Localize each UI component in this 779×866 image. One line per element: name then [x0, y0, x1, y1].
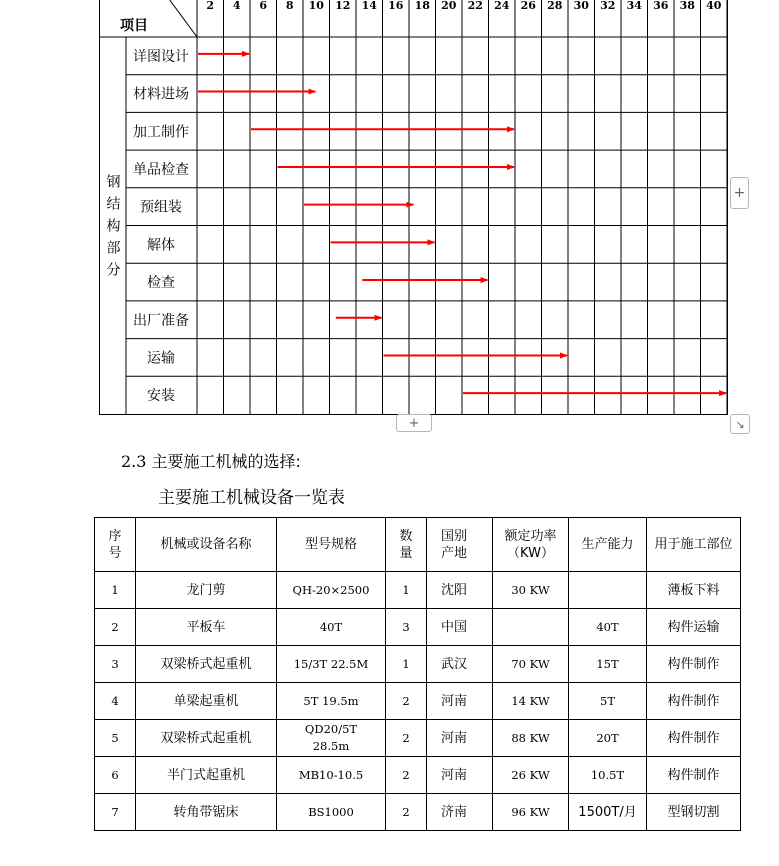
cell-power: 26 KW [493, 757, 569, 794]
table-row [95, 646, 741, 683]
table-row [95, 794, 741, 831]
cell-origin: 中国 [427, 609, 493, 646]
equipment-table [94, 517, 741, 831]
cell-name: 双梁桥式起重机 [136, 646, 277, 683]
cell-origin: 河南 [427, 683, 493, 720]
cell-model: QH-20×2500 [277, 572, 386, 609]
header-seq: 序 号 [95, 518, 136, 572]
cell-capacity: 1500T/月 [569, 794, 647, 831]
header-capacity: 生产能力 [569, 518, 647, 572]
cell-capacity [569, 572, 647, 609]
cell-usage: 构件运输 [647, 609, 741, 646]
gantt-period-labels [206, 0, 721, 12]
gantt-group-char: 钢 [106, 174, 121, 191]
header-origin: 国别 产地 [427, 518, 493, 572]
gantt-period-label: 16 [388, 0, 404, 12]
gantt-group-char: 结 [106, 196, 121, 213]
table-row [95, 757, 741, 794]
cell-power: 96 KW [493, 794, 569, 831]
gantt-group-char: 构 [106, 218, 121, 235]
gantt-period-label: 24 [494, 0, 510, 12]
cell-usage: 构件制作 [647, 683, 741, 720]
cell-power: 88 KW [493, 720, 569, 757]
cell-model: 40T [277, 609, 386, 646]
gantt-period-label: 30 [573, 0, 589, 12]
cell-capacity: 20T [569, 720, 647, 757]
gantt-period-label: 22 [467, 0, 483, 12]
cell-capacity: 40T [569, 609, 647, 646]
gantt-group-char: 部 [106, 240, 121, 257]
cell-usage: 型钢切割 [647, 794, 741, 831]
cell-seq: 5 [95, 720, 136, 757]
cell-qty: 3 [386, 609, 427, 646]
cell-name: 平板车 [136, 609, 277, 646]
header-name: 机械或设备名称 [136, 518, 277, 572]
header-usage: 用于施工部位 [647, 518, 741, 572]
cell-usage: 构件制作 [647, 757, 741, 794]
gantt-period-label: 18 [414, 0, 430, 12]
cell-capacity: 10.5T [569, 757, 647, 794]
cell-origin: 武汉 [427, 646, 493, 683]
gantt-task-label: 详图设计 [133, 48, 189, 65]
gantt-task-label: 解体 [147, 237, 175, 254]
cell-name: 双梁桥式起重机 [136, 720, 277, 757]
gantt-task-label: 预组装 [140, 199, 182, 216]
gantt-period-label: 34 [626, 0, 642, 12]
gantt-period-label: 10 [308, 0, 324, 12]
gantt-task-label: 加工制作 [133, 124, 189, 141]
gantt-period-label: 4 [232, 0, 241, 12]
gantt-period-label: 8 [285, 0, 294, 12]
cell-origin: 沈阳 [427, 572, 493, 609]
header-qty: 数 量 [386, 518, 427, 572]
cell-model: BS1000 [277, 794, 386, 831]
cell-origin: 河南 [427, 720, 493, 757]
section-title: 主要施工机械的选择: [151, 452, 301, 471]
cell-seq: 1 [95, 572, 136, 609]
table-row [95, 572, 741, 609]
gantt-task-label: 出厂准备 [133, 312, 189, 329]
gantt-period-label: 12 [335, 0, 351, 12]
gantt-header-diagonal [169, 0, 197, 37]
cell-qty: 1 [386, 646, 427, 683]
gantt-period-label: 2 [206, 0, 215, 12]
cell-qty: 2 [386, 794, 427, 831]
gantt-task-label: 单品检查 [133, 161, 189, 178]
gantt-period-label: 40 [706, 0, 722, 12]
gantt-task-label: 检查 [147, 275, 175, 292]
cell-model: QD20/5T 28.5m [277, 720, 386, 757]
table-header-row [95, 518, 741, 572]
cell-name: 半门式起重机 [136, 757, 277, 794]
cell-seq: 7 [95, 794, 136, 831]
gantt-frame [100, 0, 728, 415]
table-title: 主要施工机械设备一览表 [158, 488, 345, 508]
gantt-period-label: 38 [679, 0, 695, 12]
gantt-group-char: 分 [106, 262, 121, 279]
gantt-period-label: 20 [441, 0, 457, 12]
cell-qty: 1 [386, 572, 427, 609]
table-row [95, 720, 741, 757]
cell-seq: 4 [95, 683, 136, 720]
cell-seq: 3 [95, 646, 136, 683]
cell-name: 龙门剪 [136, 572, 277, 609]
cell-name: 单梁起重机 [136, 683, 277, 720]
table-row [95, 683, 741, 720]
cell-power [493, 609, 569, 646]
section-heading [121, 449, 301, 472]
cell-qty: 2 [386, 720, 427, 757]
cell-origin: 河南 [427, 757, 493, 794]
gantt-chart [0, 0, 779, 420]
cell-name: 转角带锯床 [136, 794, 277, 831]
cell-capacity: 5T [569, 683, 647, 720]
cell-capacity: 15T [569, 646, 647, 683]
section-number: 2.3 [121, 452, 147, 471]
table-row [95, 609, 741, 646]
cell-model: 5T 19.5m [277, 683, 386, 720]
gantt-period-label: 36 [653, 0, 669, 12]
header-power: 额定功率 （KW） [493, 518, 569, 572]
header-model: 型号规格 [277, 518, 386, 572]
add-row-button[interactable]: + [396, 414, 432, 432]
cell-seq: 2 [95, 609, 136, 646]
cell-qty: 2 [386, 757, 427, 794]
gantt-group-label [107, 175, 121, 279]
gantt-task-label: 运输 [147, 350, 175, 367]
expand-column-button[interactable]: + [730, 177, 749, 209]
gantt-header-label: 项目 [120, 18, 148, 34]
gantt-task-label: 安装 [147, 388, 175, 405]
resize-handle-icon[interactable]: ↘ [730, 414, 750, 434]
cell-power: 14 KW [493, 683, 569, 720]
gantt-period-label: 6 [259, 0, 268, 12]
gantt-task-label: 材料进场 [133, 86, 189, 103]
gantt-grid [99, 0, 728, 415]
gantt-period-label: 32 [600, 0, 616, 12]
cell-usage: 构件制作 [647, 720, 741, 757]
cell-power: 30 KW [493, 572, 569, 609]
gantt-period-label: 14 [361, 0, 377, 12]
cell-model: 15/3T 22.5M [277, 646, 386, 683]
cell-model: MB10-10.5 [277, 757, 386, 794]
cell-usage: 构件制作 [647, 646, 741, 683]
cell-origin: 济南 [427, 794, 493, 831]
gantt-period-label: 28 [547, 0, 563, 12]
gantt-period-label: 26 [520, 0, 536, 12]
cell-seq: 6 [95, 757, 136, 794]
cell-usage: 薄板下料 [647, 572, 741, 609]
cell-qty: 2 [386, 683, 427, 720]
cell-power: 70 KW [493, 646, 569, 683]
